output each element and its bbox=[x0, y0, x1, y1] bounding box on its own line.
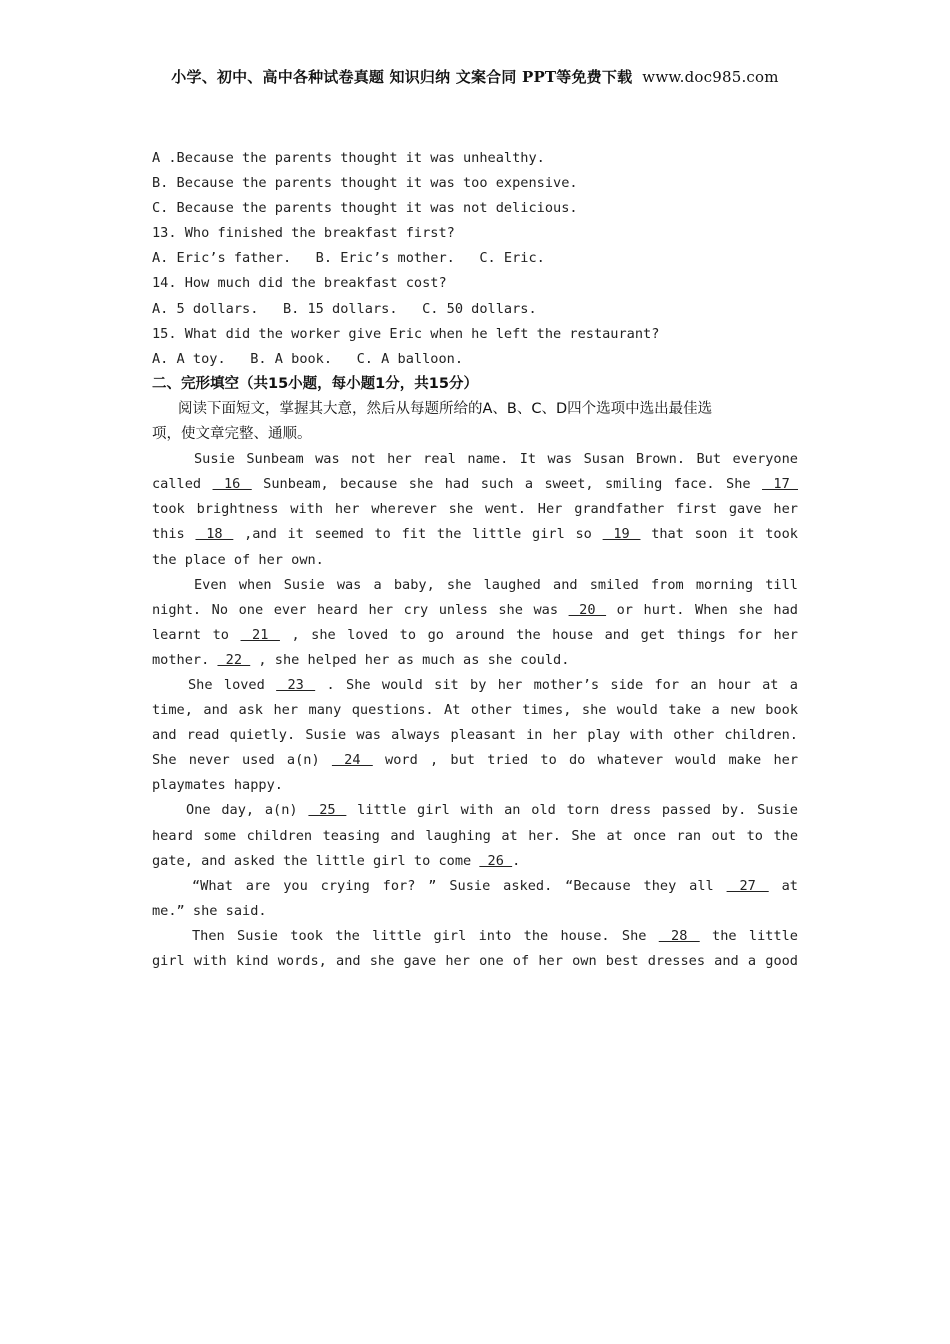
passage-line: learnt to 21 , she loved to go around the house and get things for her bbox=[152, 626, 798, 643]
instructions: 阅读下面短文，掌握其大意，然后从每题所给的A、B、C、D四个选项中选出最佳选 bbox=[178, 400, 713, 417]
section-title: 二、完形填空（共15小题，每小题1分，共15分） bbox=[152, 375, 478, 392]
passage-line: girl with kind words, and she gave her one of her own best dresses and a good bbox=[152, 953, 798, 969]
passage-line: took brightness with her wherever she went. Her grandfather first gave her bbox=[152, 501, 798, 518]
blank-26: 26 bbox=[479, 852, 513, 869]
header-title: 小学、初中、高中各种试卷真题 知识归纳 文案合同 PPT等免费下载 bbox=[171, 68, 633, 86]
blank-18: 18 bbox=[195, 526, 234, 543]
passage-line: playmates happy. bbox=[152, 777, 283, 794]
passage-line: me.” she said. bbox=[152, 902, 267, 919]
blank-28: 28 bbox=[658, 927, 700, 944]
passage-line: mother. 22 , she helped her as much as she could. bbox=[152, 651, 570, 668]
blank-22: 22 bbox=[217, 651, 251, 668]
question-13: 13. Who finished the breakfast first? bbox=[152, 225, 455, 242]
passage-line: Then Susie took the little girl into the house. She 28 the little bbox=[192, 927, 798, 944]
option-line: B. Because the parents thought it was too expensive. bbox=[152, 175, 578, 192]
passage-line: this 18 ,and it seemed to fit the little girl so 19 that soon it took bbox=[152, 526, 798, 543]
passage-line: One day, a(n) 25 little girl with an old torn dress passed by. Susie bbox=[186, 802, 798, 819]
passage-line: heard some children teasing and laughing at her. She at once ran out to the bbox=[152, 827, 798, 844]
blank-24: 24 bbox=[331, 752, 373, 769]
question-14-options: A. 5 dollars. B. 15 dollars. C. 50 dollars. bbox=[152, 300, 537, 317]
question-13-options: A. Eric’s father. B. Eric’s mother. C. Eric. bbox=[152, 250, 545, 267]
blank-23: 23 bbox=[276, 676, 316, 693]
passage-line: She never used a(n) 24 word , but tried to do whatever would make her bbox=[152, 752, 799, 769]
question-15: 15. What did the worker give Eric when he left the restaurant? bbox=[152, 325, 660, 342]
passage-line: night. No one ever heard her cry unless she was 20 or hurt. When she had bbox=[152, 601, 798, 618]
document-body bbox=[152, 146, 798, 974]
blank-21: 21 bbox=[240, 626, 280, 643]
instructions-cont: 项，使文章完整、通顺。 bbox=[152, 426, 312, 443]
page-header bbox=[0, 66, 950, 87]
passage-line: Susie Sunbeam was not her real name. It was Susan Brown. But everyone bbox=[194, 451, 798, 468]
blank-25: 25 bbox=[308, 802, 347, 819]
blank-20: 20 bbox=[568, 601, 607, 618]
blank-16: 16 bbox=[212, 476, 252, 493]
passage-line: “What are you crying for? ” Susie asked. “Because they all 27 at bbox=[192, 877, 798, 894]
passage-line: time, and ask her many questions. At other times, she would take a new book bbox=[152, 702, 798, 719]
blank-17: 17 bbox=[762, 476, 798, 493]
option-line: C. Because the parents thought it was not delicious. bbox=[152, 200, 578, 217]
passage-line: the place of her own. bbox=[152, 551, 324, 568]
blank-19: 19 bbox=[602, 526, 641, 543]
header-site: www.doc985.com bbox=[642, 68, 779, 86]
passage-line: and read quietly. Susie was always pleasant in her play with other children. bbox=[152, 727, 798, 744]
passage-line: Even when Susie was a baby, she laughed and smiled from morning till bbox=[194, 576, 798, 593]
passage-line: called 16 Sunbeam, because she had such a sweet, smiling face. She 17 bbox=[152, 476, 798, 493]
question-14: 14. How much did the breakfast cost? bbox=[152, 275, 447, 292]
passage-line: She loved 23 . She would sit by her mother’s side for an hour at a bbox=[188, 676, 798, 693]
question-15-options: A. A toy. B. A book. C. A balloon. bbox=[152, 350, 463, 367]
option-line: A .Because the parents thought it was unhealthy. bbox=[152, 150, 545, 166]
blank-27: 27 bbox=[726, 877, 769, 894]
passage-line: gate, and asked the little girl to come 26 . bbox=[152, 852, 521, 869]
